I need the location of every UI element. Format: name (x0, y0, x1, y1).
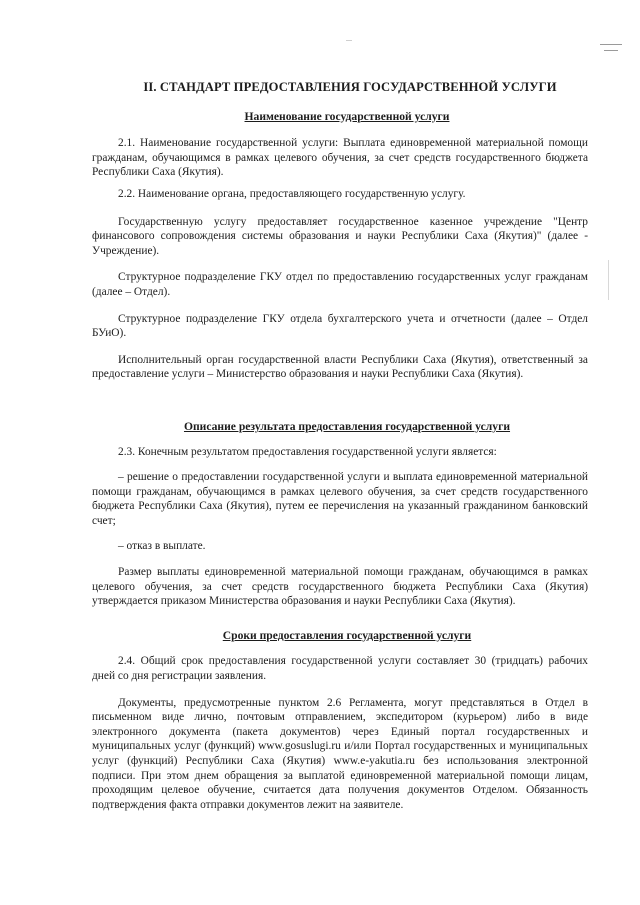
scan-artifact (604, 50, 618, 51)
scan-artifact (346, 40, 352, 41)
paragraph: 2.1. Наименование государственной услуги: Выплата единовременной материальной помощи гражданам, обучающимся в рамках целевого обучения, за счет средств государственного бюджета Республики Саха (Якутия). (92, 137, 588, 179)
paragraph: 2.2. Наименование органа, предоставляющего государственную услугу. (118, 187, 466, 200)
paragraph: 2.4. Общий срок предоставления государственной услуги составляет 30 (тридцать) рабочих дней со дня регистрации заявления. (92, 655, 588, 683)
paragraph: – решение о предоставлении государственной услуги и выплата единовременной материальной помощи гражданам, обучающимся в рамках целевого обучения, за счет средств государственного бюджета Республики Саха (Якутия), путем ее перечисления на указанный гражданином банковский счет; (92, 471, 588, 527)
paragraph: Структурное подразделение ГКУ отдела бухгалтерского учета и отчетности (далее – Отдел БУиО). (92, 312, 588, 340)
paragraph: Размер выплаты единовременной материальной помощи гражданам, обучающимся в рамках целевого обучения, за счет средств государственного бюджета Республики Саха (Якутия) утверждается приказом Министерства образования и науки Республики Саха (Якутия). (92, 566, 588, 608)
paragraph: – отказ в выплате. (118, 540, 206, 553)
scan-artifact (608, 260, 609, 300)
paragraph: 2.3. Конечным результатом предоставления государственной услуги является: (118, 445, 497, 458)
subheading: Наименование государственной услуги (244, 109, 450, 123)
paragraph: Исполнительный орган государственной власти Республики Саха (Якутия), ответственный за предоставление услуги – Министерство образования и науки Республики Саха (Якутия). (92, 353, 588, 381)
paragraph: Государственную услугу предоставляет государственное казенное учреждение "Центр финансового сопровождения системы образования и науки Республики Саха (Якутия)" (далее - Учреждение). (92, 215, 588, 257)
scan-artifact (600, 44, 622, 45)
paragraph: Документы, предусмотренные пунктом 2.6 Регламента, могут представляться в Отдел в письменном виде лично, почтовым отправлением, экспедитором (курьером) либо в виде электронного документа (пакета документов) через Единый портал государственных и муниципальных услуг (функций) www.gosuslugi.ru и/или Портал государственных и муниципальных услуг (функций) Республики Саха (Якутия) www.e-yakutia.ru без использования электронной подписи. При этом днем обращения за выплатой единовременной материальной помощи лицам, проходящим целевое обучение, считается дата получения документов Отделом. Обязанность подтверждения факта отправки документов лежит на заявителе. (92, 696, 588, 811)
subheading: Сроки предоставления государственной услуги (222, 628, 472, 642)
subheading: Описание результата предоставления государственной услуги (183, 419, 511, 433)
section-title: II. СТАНДАРТ ПРЕДОСТАВЛЕНИЯ ГОСУДАРСТВЕННОЙ УСЛУГИ (143, 80, 557, 94)
paragraph: Структурное подразделение ГКУ отдел по предоставлению государственных услуг гражданам (далее – Отдел). (92, 271, 588, 298)
document-body (92, 80, 588, 812)
